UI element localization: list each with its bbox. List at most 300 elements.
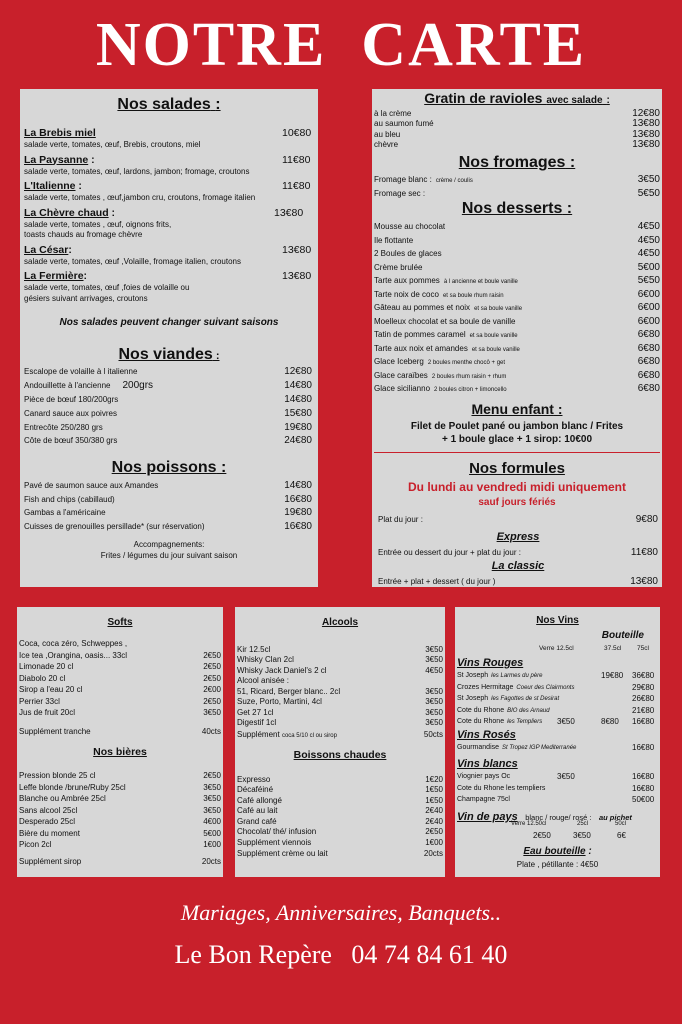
formule-price: 11€80 <box>630 546 658 558</box>
salade-desc: gésiers suivant arrivages, croutons <box>24 293 148 303</box>
page-title: NOTRE CARTE <box>95 11 587 79</box>
formules-heading: Nos formules <box>469 460 565 477</box>
desserts-row <box>374 261 660 275</box>
softs-name: Ice tea ,Orangina, oasis... 33cl <box>19 650 128 660</box>
softs-price: 2€50 <box>203 650 221 660</box>
desserts-name: 2 Boules de glaces <box>374 249 442 259</box>
alcools-price: 3€50 <box>425 718 443 728</box>
poisson-row <box>24 506 312 520</box>
wine-left <box>455 684 574 691</box>
desserts-name: Gâteau au pommes et noix <box>374 303 471 313</box>
desserts-sub: 2 boules rhum raisin + rhum <box>431 373 507 380</box>
bieres-row <box>19 816 221 828</box>
chaudes-row <box>237 795 443 806</box>
salade-price: 13€80 <box>282 270 312 282</box>
softs-name: Sirop a l'eau 20 cl <box>19 685 83 695</box>
bieres-list <box>17 770 223 851</box>
chaudes-row <box>237 774 443 785</box>
salade-desc: salade verte, tomates , œuf,jambon cru, croutons, fromage italien <box>24 193 256 202</box>
wine-row <box>455 742 660 754</box>
formule-label: La classic <box>491 560 545 572</box>
bieres-row <box>19 805 221 817</box>
eau-line: Plate , pétillante : 4€50 <box>516 860 599 869</box>
wine-left <box>455 695 559 702</box>
salade-item <box>24 180 312 204</box>
desserts-name: Glace Iceberg <box>374 357 424 367</box>
desserts-left <box>374 303 522 312</box>
desserts-sub: 2 boules citron + limoncello <box>434 387 507 394</box>
vins-heading: Nos Vins <box>536 615 579 626</box>
formule-name: Plat du jour : <box>378 514 423 524</box>
alcools-name: Suze, Porto, Martini, 4cl <box>237 697 322 707</box>
wine-row <box>455 783 660 795</box>
viande-row <box>24 379 312 393</box>
wine-sub: Coeur des Clairmonts <box>516 684 575 691</box>
wine-name: Gourmandise <box>457 744 500 752</box>
desserts-price: 4€50 <box>637 234 660 246</box>
desserts-left <box>374 357 505 366</box>
desserts-row <box>374 355 660 369</box>
desserts-price: 6€80 <box>637 356 660 368</box>
wine-left <box>455 773 510 780</box>
desserts-left <box>374 222 445 231</box>
viande-row <box>24 365 312 379</box>
desserts-price: 5€50 <box>637 275 660 287</box>
bieres-row <box>19 782 221 794</box>
wine-75: 26€80 <box>632 694 655 704</box>
gratin-price: 13€80 <box>632 139 660 151</box>
salade-title <box>24 207 312 220</box>
desserts-left <box>374 276 518 285</box>
wine-left <box>455 672 543 679</box>
salade-name: La César <box>24 243 69 256</box>
bieres-price: 1€00 <box>203 840 221 850</box>
viande-price: 12€80 <box>284 366 312 378</box>
softs-price: 2€50 <box>203 673 221 683</box>
chaudes-price: 2€50 <box>425 827 443 837</box>
chaudes-price: 2€40 <box>425 806 443 816</box>
pays-prices: 2€50 3€50 6€ <box>533 831 626 840</box>
chaudes-row <box>237 785 443 796</box>
chaudes-price: 1€50 <box>425 785 443 795</box>
softs-row <box>19 707 221 719</box>
salade-name: La Chèvre chaud <box>24 206 109 219</box>
bieres-price: 4€00 <box>203 817 221 827</box>
alcools-heading: Alcools <box>321 617 359 628</box>
salade-desc: salade verte, tomates , œuf, oignons frits, <box>24 219 172 229</box>
viande-row <box>24 434 312 448</box>
desserts-left <box>374 330 518 339</box>
alcools-name: Kir 12.5cl <box>237 644 271 654</box>
wine-name: Champagne 75cl <box>457 796 510 804</box>
wine-37: 19€80 <box>601 671 624 681</box>
softs-heading: Softs <box>107 617 133 628</box>
poisson-price: 19€80 <box>284 507 312 519</box>
salade-title <box>24 244 312 257</box>
softs-price: 2€50 <box>203 696 221 706</box>
wine-row <box>455 670 660 682</box>
alcools-list <box>235 644 445 728</box>
fromages-price: 5€50 <box>637 187 660 199</box>
bieres-row <box>19 770 221 782</box>
chaudes-row <box>237 816 443 827</box>
chaudes-name: Décaféiné <box>237 785 274 795</box>
viande-name: Escalope de volaille à l italienne <box>24 367 138 377</box>
viande-price: 15€80 <box>284 407 312 419</box>
salade-price: 13€80 <box>274 206 304 219</box>
desserts-price: 5€00 <box>637 261 660 273</box>
salades-list <box>20 127 318 307</box>
viande-extra: 200grs <box>122 380 154 392</box>
bieres-name: Sans alcool 25cl <box>19 805 78 815</box>
desserts-sub: et sa boule vanille <box>474 306 523 313</box>
desserts-sub: et sa boule rhum raisin <box>442 292 504 299</box>
bieres-row <box>19 839 221 851</box>
salade-title <box>24 180 312 193</box>
desserts-row <box>374 274 660 288</box>
pays-line: Vin de pays blanc / rouge/ rosé : au pichet <box>457 811 632 823</box>
wine-row <box>455 771 660 783</box>
gratin-price: 13€80 <box>632 128 660 140</box>
enfant-divider <box>374 452 660 453</box>
desserts-row <box>374 315 660 329</box>
fromages-price: 3€50 <box>637 174 660 186</box>
gratin-row <box>374 119 660 130</box>
salade-price: 11€80 <box>282 180 311 192</box>
formules-list <box>372 507 662 587</box>
desserts-name: Tatin de pommes caramel <box>374 330 466 340</box>
salade-desc: salade verte, tomates, œuf ,foies de volaille ou <box>24 283 190 292</box>
fromages-name: Fromage sec : <box>374 188 426 198</box>
alcools-row <box>237 644 443 655</box>
poisson-price: 16€80 <box>284 493 312 505</box>
viande-name: Pièce de bœuf 180/200grs <box>24 394 119 404</box>
salade-title <box>24 154 312 167</box>
poisson-name: Cuisses de grenouilles persillade* (sur réservation) <box>24 521 205 531</box>
left-menu-panel <box>20 89 318 587</box>
gratin-price: 13€80 <box>632 118 660 130</box>
salade-item <box>24 270 312 304</box>
gratin-name: chèvre <box>374 140 399 150</box>
chaudes-row <box>237 806 443 817</box>
salades-note: Nos salades peuvent changer suivant saisons <box>59 317 279 328</box>
desserts-row <box>374 382 660 396</box>
bieres-price: 5€00 <box>203 828 221 838</box>
bieres-name: Picon 2cl <box>19 840 52 850</box>
desserts-left <box>374 263 422 272</box>
gratin-row <box>374 129 660 140</box>
softs-row <box>19 684 221 696</box>
wine-75: 16€80 <box>632 772 655 782</box>
desserts-left <box>374 317 515 326</box>
salade-price: 13€80 <box>282 243 312 256</box>
footer-events: Mariages, Anniversaires, Banquets.. <box>180 900 502 925</box>
salade-colon: : <box>108 206 116 219</box>
fromages-heading: Nos fromages : <box>458 154 576 171</box>
wine-75: 16€80 <box>632 717 655 727</box>
wine-sub: les Larmes du père <box>491 673 543 680</box>
desserts-price: 6€80 <box>637 329 660 341</box>
desserts-price: 6€80 <box>637 369 660 381</box>
alcools-row <box>237 697 443 708</box>
softs-price: 3€50 <box>203 708 221 718</box>
chaudes-name: Café au lait <box>237 806 278 816</box>
roses-heading: Vins Rosés <box>457 729 516 741</box>
pays-columns: Verre 12.50cl 25cl 50cl <box>511 821 627 827</box>
alcools-row <box>237 718 443 729</box>
softs-price: 2€50 <box>203 662 221 672</box>
viandes-list <box>20 365 318 448</box>
alcools-row <box>237 665 443 676</box>
salades-heading: Nos salades : <box>117 96 221 113</box>
gratin-list <box>372 108 662 150</box>
alcools-price: 4€50 <box>425 665 443 675</box>
viande-left <box>24 395 118 404</box>
salade-colon: : <box>68 243 72 256</box>
wine-row <box>455 682 660 694</box>
viande-name: Côte de bœuf 350/380 grs <box>24 436 118 446</box>
wine-left <box>455 718 542 725</box>
desserts-sub: et sa boule vanille <box>471 346 520 353</box>
blancs-heading: Vins blancs <box>457 758 518 770</box>
wine-75: 16€80 <box>632 743 655 753</box>
chaudes-price: 2€40 <box>425 816 443 826</box>
salade-item <box>24 127 312 151</box>
desserts-price: 6€80 <box>637 383 660 395</box>
poisson-row <box>24 479 312 493</box>
poisson-name: Gambas a l'américaine <box>24 508 106 518</box>
alcools-name: Digestif 1cl <box>237 718 277 728</box>
fromages-row <box>374 187 660 201</box>
softs-name: Jus de fruit 20cl <box>19 708 76 718</box>
wine-75: 36€80 <box>632 671 655 681</box>
chaudes-price: 1€00 <box>425 837 443 847</box>
fromages-row <box>374 173 660 187</box>
desserts-left <box>374 384 507 393</box>
viande-row <box>24 420 312 434</box>
formules-line2: sauf jours fériés <box>478 497 556 508</box>
alcools-row <box>237 707 443 718</box>
salade-colon: : <box>83 270 88 282</box>
bouteille-label: Bouteille <box>601 630 644 641</box>
bieres-supp: Supplément sirop 20cts <box>19 857 221 866</box>
poisson-row <box>24 520 312 534</box>
desserts-price: 6€00 <box>637 288 660 300</box>
footer-contact: Le Bon Repère 04 74 84 61 40 <box>174 940 508 969</box>
gratin-name: au saumon fumé <box>374 119 434 129</box>
wine-name: Cote du Rhone <box>457 706 505 714</box>
desserts-name: Ile flottante <box>374 235 414 245</box>
rouges-heading: Vins Rouges <box>457 657 524 669</box>
poisson-name: Fish and chips (cabillaud) <box>24 494 115 504</box>
eau-heading: Eau bouteille : <box>523 846 592 857</box>
poisson-price: 16€80 <box>284 520 312 532</box>
fromages-list <box>372 173 662 200</box>
gratin-price: 12€80 <box>632 107 660 119</box>
enfant-heading: Menu enfant : <box>471 401 563 417</box>
salade-name: La Paysanne <box>24 153 89 166</box>
salade-name: L'Italienne <box>24 180 76 192</box>
wine-row <box>455 716 660 728</box>
formule-row <box>378 507 658 531</box>
chaudes-list <box>235 774 445 848</box>
salade-desc: toasts chauds au fromage chèvre <box>24 230 143 239</box>
wine-verre: 3€50 <box>557 772 575 782</box>
desserts-price: 6€00 <box>637 315 660 327</box>
softs-panel <box>17 607 223 877</box>
wine-sub: BIO des Arnaud <box>507 707 550 714</box>
gratin-name: au bleu <box>374 129 401 139</box>
viande-price: 24€80 <box>284 435 312 447</box>
accomp-text: Frites / légumes du jour suivant saison <box>100 551 238 560</box>
chaudes-name: Chocolat/ thé/ infusion <box>237 827 317 837</box>
desserts-left <box>374 236 413 245</box>
salade-title <box>24 270 312 283</box>
chaudes-heading: Boissons chaudes <box>293 749 387 761</box>
desserts-row <box>374 220 660 234</box>
gratin-heading: Gratin de ravioles avec salade : <box>424 90 610 106</box>
fromages-sub: crème / coulis <box>435 178 473 185</box>
viande-left <box>24 409 117 418</box>
formule-name: Entrée ou dessert du jour + plat du jour : <box>378 547 521 557</box>
wine-37: 8€80 <box>601 717 619 727</box>
viande-left <box>24 423 103 432</box>
softs-supp: Supplément tranche 40cts <box>19 727 221 736</box>
chaudes-row <box>237 837 443 848</box>
bieres-price: 3€50 <box>203 794 221 804</box>
wine-row <box>455 705 660 717</box>
viande-left <box>24 436 117 445</box>
salade-item <box>24 244 312 268</box>
desserts-name: Glace sicilianno <box>374 384 431 394</box>
formule-label: Express <box>496 531 540 543</box>
desserts-heading: Nos desserts : <box>461 200 573 217</box>
salade-title <box>24 127 312 140</box>
wine-name: Cote du Rhone <box>457 718 505 726</box>
desserts-name: Moelleux chocolat et sa boule de vanille <box>374 316 516 326</box>
desserts-sub: 2 boules menthe chocô + get <box>427 360 506 367</box>
alcools-row <box>237 655 443 666</box>
formules-conditions <box>372 480 662 510</box>
viande-name: Entrecôte 250/280 grs <box>24 422 103 432</box>
salade-desc: salade verte, tomates, œuf, Brebis, croutons, miel <box>24 140 201 149</box>
wine-left <box>455 796 510 803</box>
bieres-name: Leffe blonde /brune/Ruby 25cl <box>19 782 126 792</box>
chaudes-supp: Supplément crème ou lait 20cts <box>237 849 443 858</box>
alcools-panel <box>235 607 445 877</box>
poissons-list <box>20 479 318 533</box>
enfant-text <box>372 420 662 446</box>
softs-row <box>19 673 221 685</box>
bieres-row <box>19 828 221 840</box>
wine-name: St Joseph <box>457 695 489 703</box>
desserts-price: 4€50 <box>637 221 660 233</box>
alcools-name: Whisky Jack Daniel's 2 cl <box>237 665 327 675</box>
bieres-heading: Nos bières <box>93 746 147 758</box>
wine-left <box>455 707 550 714</box>
alcools-row <box>237 676 443 687</box>
viandes-heading: Nos viandes : <box>118 346 220 363</box>
alcools-price: 3€50 <box>425 697 443 707</box>
softs-name: Limonade 20 cl <box>19 662 74 672</box>
fromages-name: Fromage blanc : <box>374 175 432 185</box>
desserts-price: 4€50 <box>637 248 660 260</box>
wine-sub: les Templiers <box>507 719 543 726</box>
salade-name: La Brebis miel <box>24 127 96 139</box>
bieres-name: Blanche ou Ambrée 25cl <box>19 794 106 804</box>
desserts-row <box>374 328 660 342</box>
alcools-price: 3€50 <box>425 644 443 654</box>
softs-name: Coca, coca zéro, Schweppes , <box>19 639 128 649</box>
softs-row <box>19 661 221 673</box>
wine-name: Cote du Rhone les templiers <box>457 784 546 792</box>
chaudes-name: Café allongé <box>237 795 282 805</box>
viande-price: 19€80 <box>284 421 312 433</box>
accomp-title: Accompagnements: <box>133 540 205 549</box>
bieres-name: Bière du moment <box>19 828 80 838</box>
fromages-left <box>374 189 425 198</box>
wine-75: 21€80 <box>632 705 655 715</box>
salade-colon: : <box>75 180 82 192</box>
roses-list <box>455 742 660 754</box>
desserts-sub: à l ancienne et boule vanille <box>443 279 518 286</box>
rouges-list <box>455 670 660 728</box>
formule-price: 9€80 <box>635 513 658 525</box>
desserts-price: 6€00 <box>637 302 660 314</box>
desserts-row <box>374 301 660 315</box>
poisson-name: Pavé de saumon sauce aux Amandes <box>24 481 159 491</box>
wine-row <box>455 693 660 705</box>
viande-price: 14€80 <box>284 380 312 392</box>
poisson-price: 14€80 <box>284 480 312 492</box>
enfant-line2: + 1 boule glace + 1 sirop: 10€00 <box>441 434 593 445</box>
desserts-left <box>374 290 504 299</box>
viande-left <box>24 380 153 391</box>
desserts-row <box>374 369 660 383</box>
alcools-name: Get 27 1cl <box>237 707 274 717</box>
chaudes-name: Expresso <box>237 774 271 784</box>
salade-desc: salade verte, tomates, œuf ,Volaille, fromage italien, croutons <box>24 256 241 266</box>
alcools-price: 3€50 <box>425 707 443 717</box>
alcools-supp: Supplément coca 5/10 cl ou sirop 50cts <box>237 730 443 739</box>
alcools-price: 3€50 <box>425 655 443 665</box>
softs-row <box>19 696 221 708</box>
desserts-row <box>374 234 660 248</box>
salade-price: 11€80 <box>282 153 311 166</box>
salade-item <box>24 207 312 241</box>
desserts-row <box>374 342 660 356</box>
gratin-row <box>374 140 660 151</box>
viande-price: 14€80 <box>284 393 312 405</box>
alcools-name: 51, Ricard, Berger blanc.. 2cl <box>237 686 341 696</box>
wine-75: 50€00 <box>632 795 655 805</box>
desserts-name: Tarte aux noix et amandes <box>374 343 468 353</box>
wine-sub: les Fagottes de st Desirat <box>491 696 560 703</box>
viande-row <box>24 393 312 407</box>
desserts-list <box>372 220 662 396</box>
wine-name: Crozes Hermitage <box>457 683 514 691</box>
desserts-name: Glace caraïbes <box>374 370 428 380</box>
enfant-line1: Filet de Poulet pané ou jambon blanc / Frites <box>410 421 624 432</box>
desserts-name: Tarte noix de coco <box>374 289 439 299</box>
softs-row <box>19 638 221 650</box>
desserts-row <box>374 247 660 261</box>
blancs-list <box>455 771 660 806</box>
wine-row <box>455 794 660 806</box>
salade-name: La Fermière <box>24 270 84 282</box>
wine-sub: St Tropez IGP Mediterranée <box>502 745 577 752</box>
salade-colon: : <box>88 153 95 166</box>
